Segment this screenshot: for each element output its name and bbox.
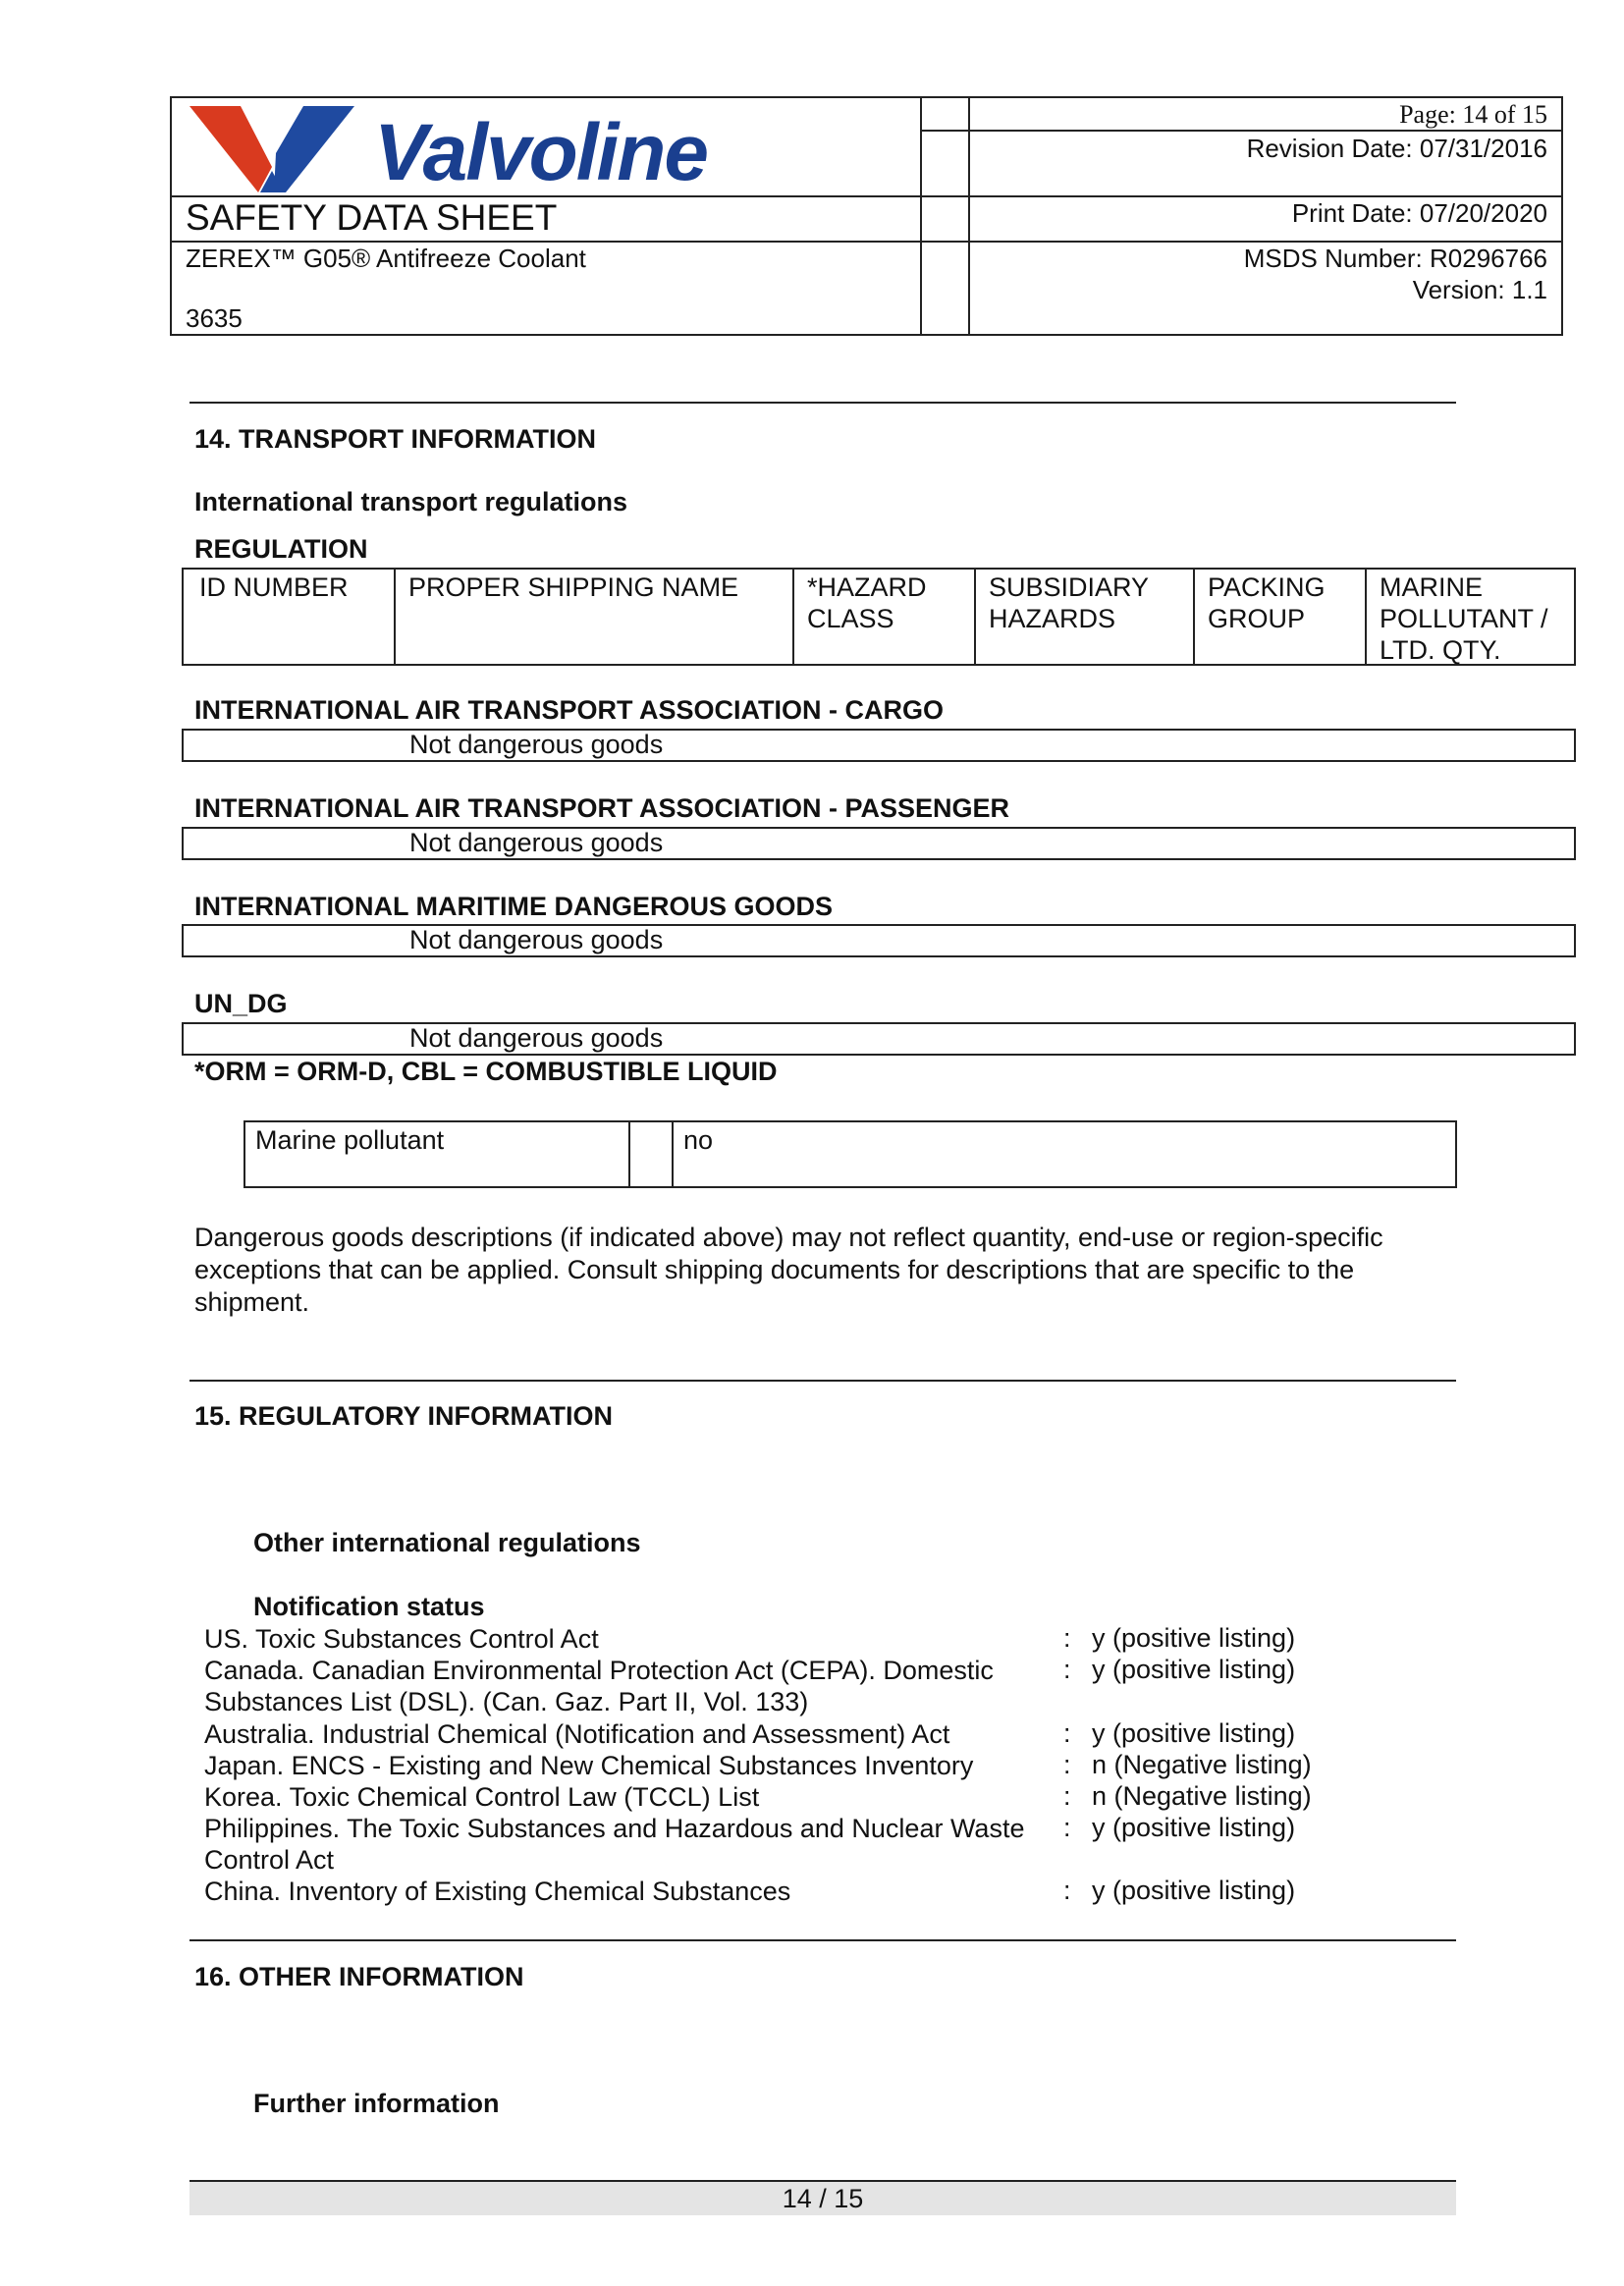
- column-header: PROPER SHIPPING NAME: [408, 572, 739, 602]
- regulation-title: INTERNATIONAL AIR TRANSPORT ASSOCIATION - CARGO: [194, 695, 944, 725]
- regulation-value: Not dangerous goods: [409, 1023, 664, 1053]
- section-divider: [189, 1380, 1456, 1382]
- further-information-label: Further information: [253, 2089, 500, 2118]
- marine-pollutant-label: Marine pollutant: [255, 1125, 445, 1155]
- listing-status: y (positive listing): [1092, 1876, 1296, 1905]
- notification-status-label: Notification status: [253, 1592, 485, 1621]
- column-header: PACKING GROUP: [1208, 572, 1326, 633]
- regulation-name: China. Inventory of Existing Chemical Substances: [204, 1877, 791, 1906]
- regulation-value-box: [182, 1022, 1576, 1056]
- listing-status: n (Negative listing): [1092, 1750, 1312, 1779]
- regulation-title: INTERNATIONAL AIR TRANSPORT ASSOCIATION - PASSENGER: [194, 793, 1010, 823]
- regulation-value-box: [182, 827, 1576, 860]
- brand-wordmark: Valvoline: [374, 108, 707, 197]
- listing-status: y (positive listing): [1092, 1718, 1296, 1748]
- regulation-title: INTERNATIONAL MARITIME DANGEROUS GOODS: [194, 892, 834, 921]
- section-15-title: 15. REGULATORY INFORMATION: [194, 1401, 614, 1431]
- regulation-name: US. Toxic Substances Control Act: [204, 1624, 599, 1654]
- document-header: [170, 96, 1563, 336]
- regulation-name: Japan. ENCS - Existing and New Chemical Substances Inventory: [204, 1751, 974, 1780]
- regulation-value: Not dangerous goods: [409, 925, 664, 954]
- regulatory-subtitle: Other international regulations: [253, 1528, 641, 1557]
- section-divider: [189, 402, 1456, 404]
- regulation-name: Philippines. The Toxic Substances and Hazardous and Nuclear Waste Control Act: [204, 1814, 1025, 1875]
- section-14-title: 14. TRANSPORT INFORMATION: [194, 424, 597, 454]
- column-header: *HAZARD CLASS: [807, 572, 927, 633]
- regulation-value: Not dangerous goods: [409, 828, 664, 857]
- listing-status: y (positive listing): [1092, 1623, 1296, 1653]
- valvoline-logo: [189, 102, 798, 196]
- regulation-title: UN_DG: [194, 989, 288, 1018]
- version: Version: 1.1: [1412, 275, 1547, 304]
- product-name: ZEREX™ G05® Antifreeze Coolant: [186, 244, 586, 273]
- product-code: 3635: [186, 303, 243, 333]
- msds-number: MSDS Number: R0296766: [1243, 244, 1547, 273]
- column-header: SUBSIDIARY HAZARDS: [989, 572, 1149, 633]
- page-footer: 14 / 15: [189, 2182, 1456, 2215]
- print-date: Print Date: 07/20/2020: [1291, 198, 1547, 228]
- page-indicator: Page: 14 of 15: [1399, 100, 1547, 129]
- regulation-name: Australia. Industrial Chemical (Notification and Assessment) Act: [204, 1719, 950, 1749]
- section-divider: [189, 1939, 1456, 1941]
- listing-status: y (positive listing): [1092, 1655, 1296, 1684]
- marine-pollutant-value: no: [683, 1125, 714, 1155]
- listing-status: n (Negative listing): [1092, 1781, 1312, 1811]
- regulation-value: Not dangerous goods: [409, 730, 664, 759]
- marine-pollutant-table: [244, 1120, 1457, 1188]
- revision-date: Revision Date: 07/31/2016: [1246, 134, 1547, 163]
- regulation-value-box: [182, 924, 1576, 957]
- footnote: *ORM = ORM-D, CBL = COMBUSTIBLE LIQUID: [194, 1057, 778, 1086]
- regulation-name: Korea. Toxic Chemical Control Law (TCCL) List: [204, 1782, 760, 1812]
- document-title: SAFETY DATA SHEET: [186, 197, 558, 238]
- regulation-name: Canada. Canadian Environmental Protection Act (CEPA). Domestic Substances List (DSL). (Can. Gaz. Part II, Vol. 133): [204, 1656, 994, 1716]
- regulation-columns-table: [182, 568, 1576, 666]
- column-header: MARINE POLLUTANT / LTD. QTY.: [1380, 572, 1548, 665]
- section-16-title: 16. OTHER INFORMATION: [194, 1962, 524, 1991]
- listing-status: y (positive listing): [1092, 1813, 1296, 1842]
- regulation-value-box: [182, 729, 1576, 762]
- regulation-label: REGULATION: [194, 534, 368, 564]
- column-header: ID NUMBER: [199, 572, 349, 602]
- transport-subtitle: International transport regulations: [194, 487, 628, 517]
- transport-disclaimer: Dangerous goods descriptions (if indicated above) may not reflect quantity, end-use or region-specific exceptions that can be applied. Consult shipping documents for descriptions that are specific to the shipment.: [194, 1223, 1383, 1317]
